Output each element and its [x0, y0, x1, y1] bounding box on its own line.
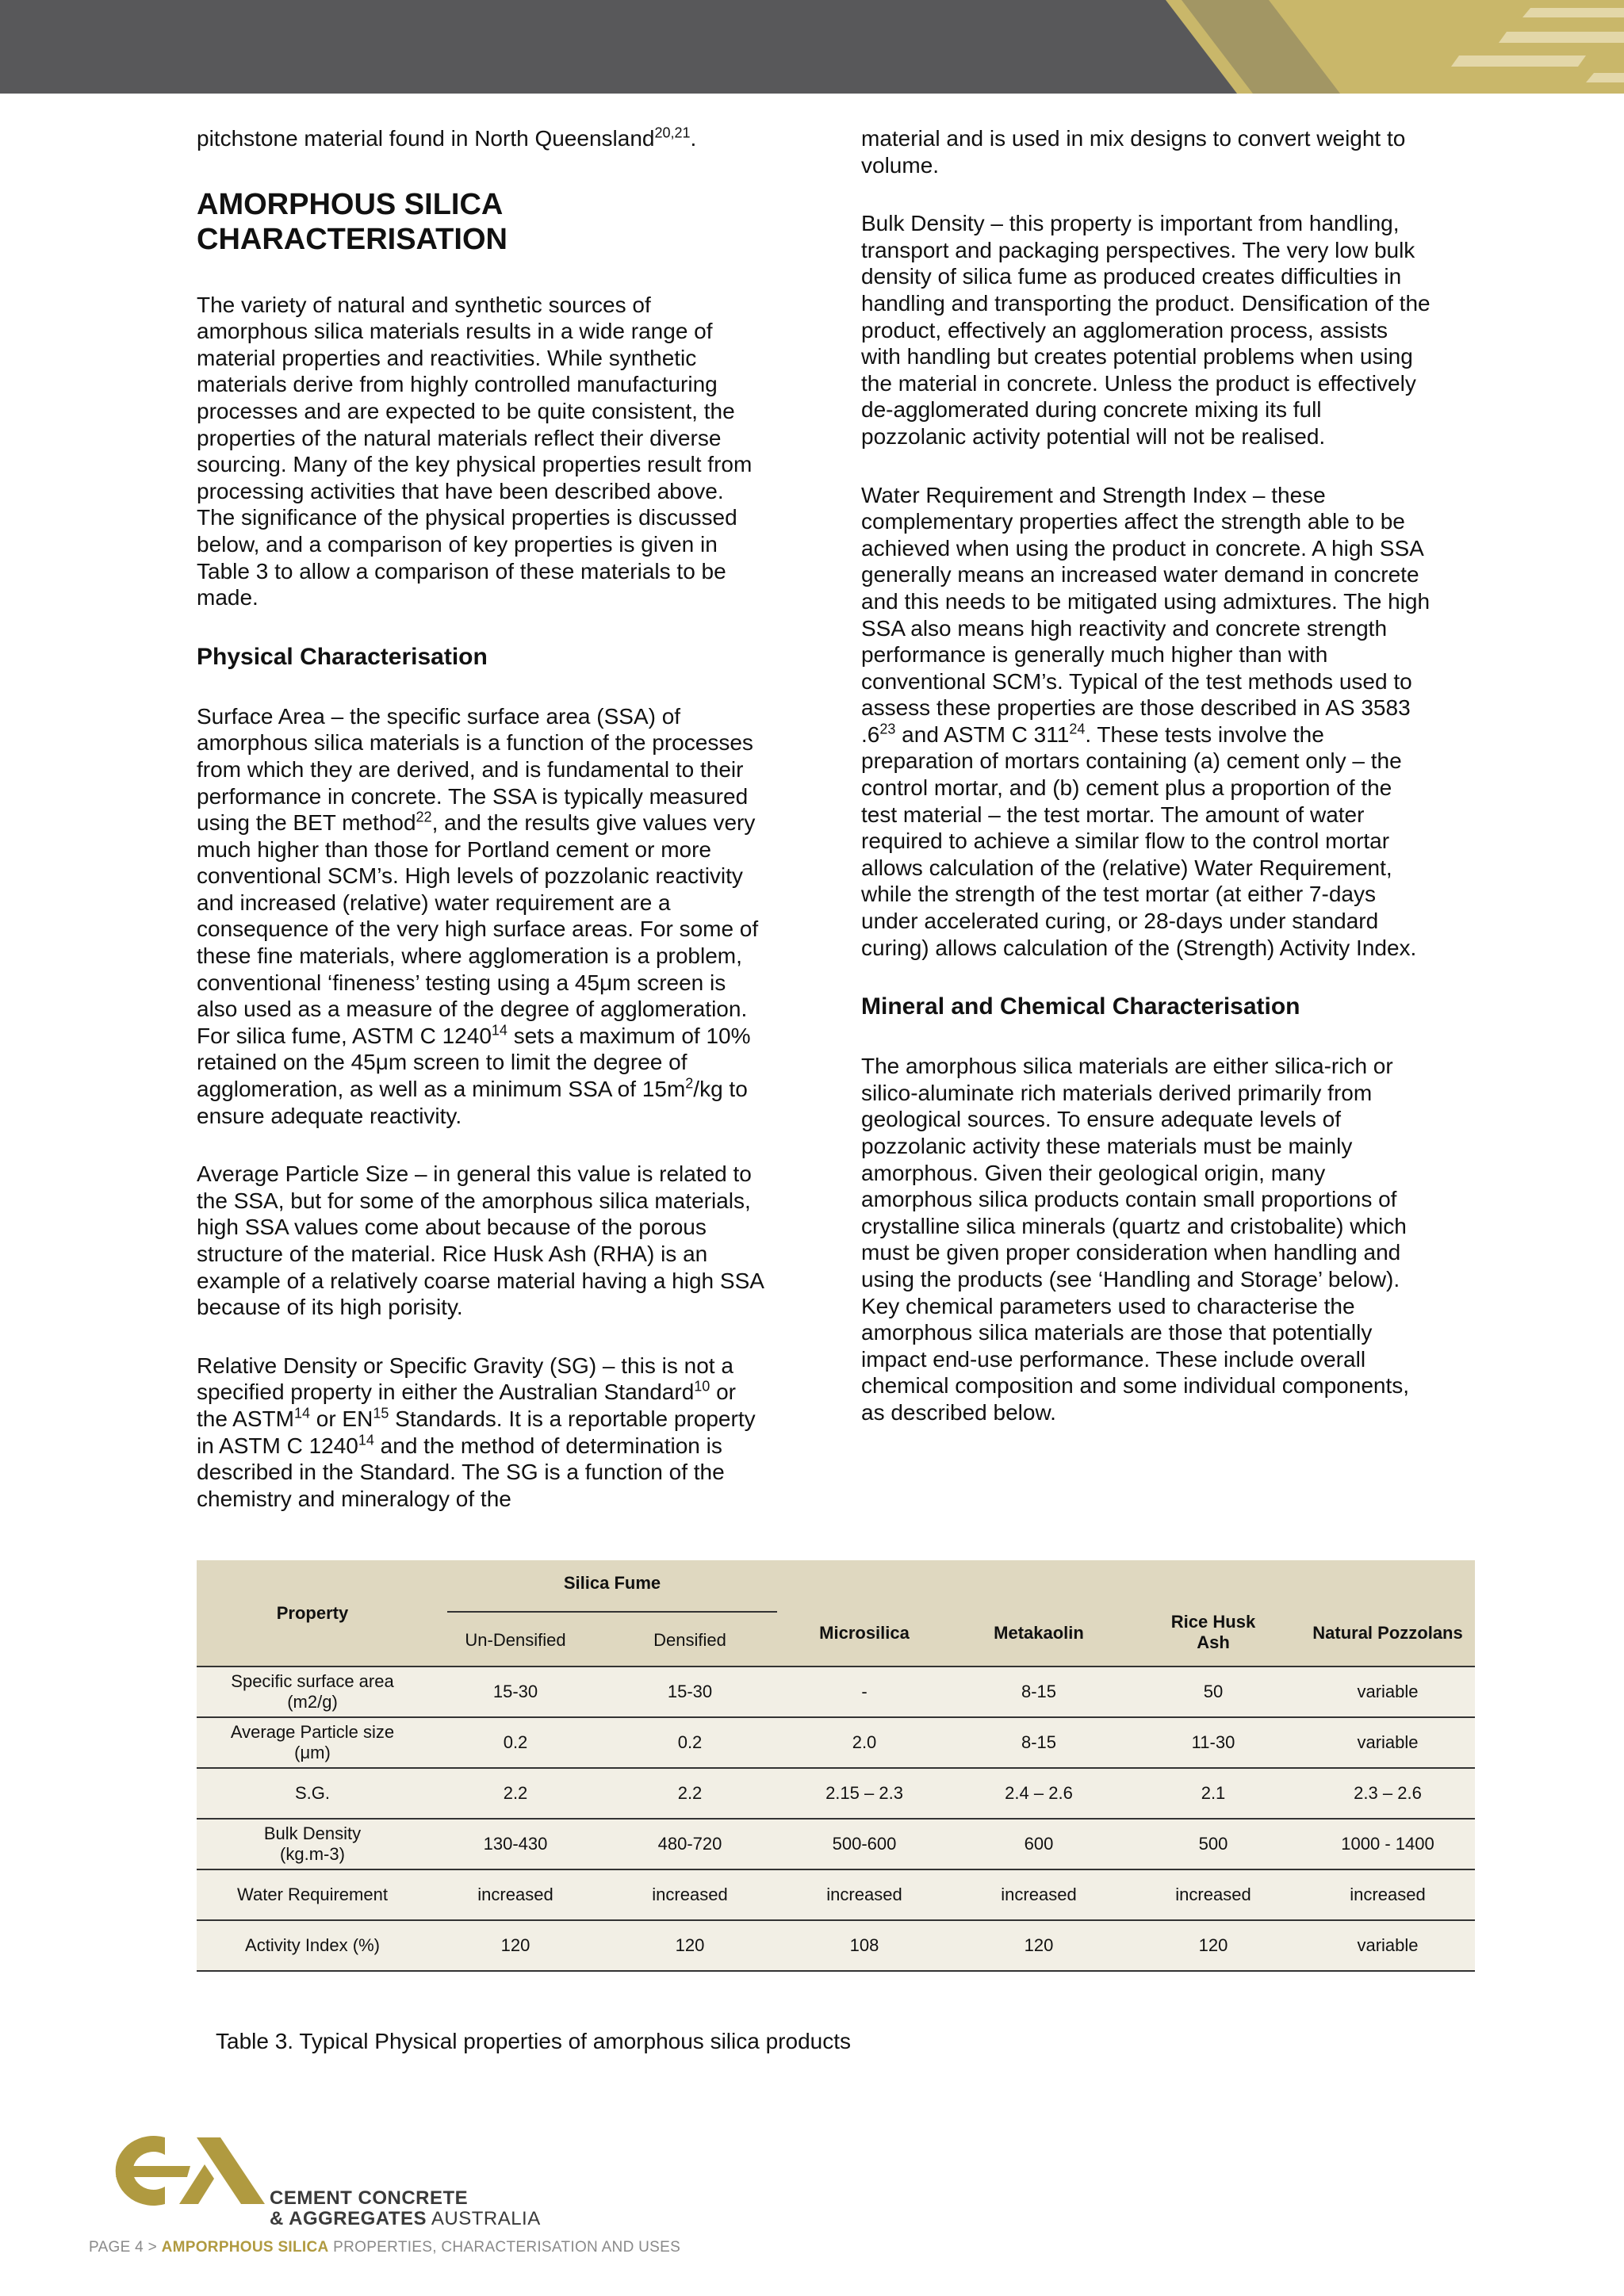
header-undensified: Un-Densified	[465, 1630, 566, 1650]
value-cell: 8-15	[1021, 1682, 1057, 1701]
value-cell: 120	[1024, 1935, 1054, 1955]
properties-table	[197, 1560, 1475, 1972]
header-microsilica: Microsilica	[819, 1623, 910, 1643]
left-column	[197, 125, 768, 1544]
relative-density-paragraph: Relative Density or Specific Gravity (SG) – this is not a specified property in either the Australian Standard$^{10}$ or the ASTM$^{14}$ or EN$^{15}$ Standards. It is a reportable property in ASTM C 1240$^{14}$ and the method of determination is described in the Standard. The SG is a function of the chemistry and mineralogy of the	[197, 1353, 756, 1511]
header-densified: Densified	[653, 1630, 726, 1650]
value-cell: increased	[477, 1885, 553, 1904]
value-cell: variable	[1357, 1935, 1419, 1955]
property-cell: Specific surface area (m2/g)	[231, 1671, 394, 1712]
table-row	[197, 1768, 1475, 1819]
cca-logo-icon	[86, 2131, 265, 2210]
value-cell: 1000 - 1400	[1341, 1834, 1434, 1854]
table-row	[197, 1667, 1475, 1717]
table-body	[197, 1667, 1475, 1971]
surface-area-paragraph: Surface Area – the specific surface area (SSA) of amorphous silica materials is a function of the processes from which they are derived, and is fundamental to their performance in concrete. The SSA is typically measured using the BET method$^{22}$, and the results give values very much higher than those for Portland cement or more conventional SCM’s. High levels of pozzolanic reactivity and increased (relative) water requirement are a consequence of the very high surface areas. For some of these fine materials, where agglomeration is a problem, conventional ‘fineness’ testing using a 45μm screen is also used as a measure of the degree of agglomeration. For silica fume, ASTM C 1240$^{14}$ sets a maximum of 10% retained on the 45μm screen to limit the degree of agglomeration, as well as a minimum SSA of $15m^2/kg$ to ensure adequate reactivity.	[197, 703, 759, 1128]
value-cell: variable	[1357, 1682, 1419, 1701]
section-heading: AMORPHOUS SILICA CHARACTERISATION	[197, 187, 508, 256]
value-cell: 120	[1198, 1935, 1228, 1955]
value-cell: 120	[500, 1935, 530, 1955]
header-property: Property	[276, 1602, 349, 1623]
page-footer: PAGE 4 > AMPORPHOUS SILICA PROPERTIES, CHARACTERISATION AND USES	[89, 2239, 681, 2256]
value-cell: increased	[1350, 1885, 1426, 1904]
logo-line-2: & AGGREGATES AUSTRALIA	[270, 2208, 541, 2229]
property-cell: Bulk Density (kg.m-3)	[263, 1823, 362, 1864]
value-cell: -	[861, 1682, 868, 1701]
logo-wordmark	[270, 2188, 541, 2229]
intro-body-paragraph: The variety of natural and synthetic sources of amorphous silica materials results in a wide range of material properties and reactivities. While synthetic materials derive from highly controlled manufacturing processes and are expected to be quite consistent, the properties of the natural materials reflect their diverse sourcing. Many of the key physical properties result from processing activities that have been described above. The significance of the physical properties is discussed below, and a comparison of key properties is given in Table 3 to allow a comparison of these materials to be made.	[197, 292, 753, 610]
value-cell: 50	[1203, 1682, 1224, 1701]
value-cell: 2.4 – 2.6	[1005, 1783, 1073, 1803]
intro-paragraph: pitchstone material found in North Queensland$^{20,21}$.	[197, 124, 697, 151]
value-cell: 500-600	[832, 1834, 897, 1854]
value-cell: 2.2	[677, 1783, 703, 1803]
value-cell: 130-430	[483, 1834, 548, 1854]
property-cell: Activity Index (%)	[245, 1935, 380, 1955]
value-cell: 8-15	[1021, 1732, 1057, 1752]
properties-table-wrapper	[197, 1560, 1475, 1972]
value-cell: increased	[826, 1885, 902, 1904]
value-cell: 500	[1198, 1834, 1228, 1854]
value-cell: 15-30	[667, 1682, 713, 1701]
table-row	[197, 1717, 1475, 1768]
value-cell: 108	[849, 1935, 879, 1955]
value-cell: variable	[1357, 1732, 1419, 1752]
table-row	[197, 1819, 1475, 1869]
water-requirement-paragraph: Water Requirement and Strength Index – these complementary properties affect the strength able to be achieved when using the product in concrete. A high SSA generally means an increased water demand in concrete and this needs to be mitigated using admixtures. The high SSA also means high reactivity and concrete strength performance is generally much higher than with conventional SCM’s. Typical of the test methods used to assess these properties are those described in AS 3583 $.6^{23}$ and ASTM C $311^{24}$. These tests involve the preparation of mortars containing (a) cement only – the control mortar, and (b) cement plus a proportion of the test material – the test mortar. The amount of water required to achieve a similar flow to the control mortar allows calculation of the (relative) Water Requirement, while the strength of the test mortar (at either 7-days under accelerated curing, or 28-days under standard curing) allows calculation of the (Strength) Activity Index.	[861, 482, 1431, 960]
particle-size-paragraph: Average Particle Size – in general this value is related to the SSA, but for some of the amorphous silica materials, high SSA values come about because of the porous structure of the material. Rice Husk Ash (RHA) is an example of a relatively coarse material having a high SSA because of its high porisity.	[197, 1161, 764, 1320]
value-cell: 120	[675, 1935, 705, 1955]
value-cell: 2.1	[1201, 1783, 1226, 1803]
mineral-subheading: Mineral and Chemical Characterisation	[861, 993, 1300, 1020]
table-row	[197, 1869, 1475, 1920]
header-rice-husk-ash: Rice Husk Ash	[1170, 1612, 1256, 1652]
physical-subheading: Physical Characterisation	[197, 643, 488, 670]
header-natural-pozzolans: Natural Pozzolans	[1312, 1623, 1463, 1643]
value-cell: 2.3 – 2.6	[1354, 1783, 1422, 1803]
value-cell: increased	[652, 1885, 728, 1904]
header-metakaolin: Metakaolin	[994, 1623, 1084, 1643]
header-bar	[0, 0, 1624, 94]
value-cell: 2.2	[503, 1783, 528, 1803]
silica-fume-rule	[447, 1611, 777, 1613]
header-silica-fume: Silica Fume	[428, 1560, 777, 1625]
property-cell: Average Particle size (μm)	[230, 1722, 395, 1762]
value-cell: 0.2	[677, 1732, 703, 1752]
value-cell: 2.0	[852, 1732, 877, 1752]
property-cell: S.G.	[294, 1783, 330, 1803]
table-row	[197, 1920, 1475, 1971]
value-cell: 2.15 – 2.3	[825, 1783, 903, 1803]
value-cell: 0.2	[503, 1732, 528, 1752]
table-caption: Table 3. Typical Physical properties of amorphous silica products	[216, 2029, 851, 2053]
value-cell: 15-30	[492, 1682, 538, 1701]
header-gold-stripes	[0, 0, 1624, 94]
property-cell: Water Requirement	[237, 1885, 388, 1904]
value-cell: increased	[1175, 1885, 1251, 1904]
value-cell: 600	[1024, 1834, 1054, 1854]
logo-line-1: CEMENT CONCRETE	[270, 2187, 469, 2209]
value-cell: increased	[1001, 1885, 1077, 1904]
mineral-paragraph: The amorphous silica materials are either silica-rich or silico-aluminate rich materials derived primarily from geological sources. To ensure adequate levels of pozzolanic activity these materials must be mainly amorphous. Given their geological origin, many amorphous silica products contain small proportions of crystalline silica minerals (quartz and cristobalite) which must be given proper consideration when handling and using the products (see ‘Handling and Storage’ below). Key chemical parameters used to characterise the amorphous silica materials are those that potentially impact end-use performance. These include overall chemical composition and some individual components, as described below.	[861, 1054, 1410, 1425]
bulk-density-paragraph: Bulk Density – this property is important from handling, transport and packaging perspectives. The very low bulk density of silica fume as produced creates difficulties in handling and transporting the product. Densification of the product, effectively an agglomeration process, assists with handling but creates potential problems when using the material in concrete. Unless the product is effectively de-agglomerated during concrete mixing its full pozzolanic activity potential will not be realised.	[861, 211, 1431, 449]
value-cell: 11-30	[1191, 1732, 1235, 1752]
right-column	[861, 125, 1432, 1458]
continuation-paragraph: material and is used in mix designs to convert weight to volume.	[861, 126, 1406, 178]
value-cell: 480-720	[657, 1834, 722, 1854]
